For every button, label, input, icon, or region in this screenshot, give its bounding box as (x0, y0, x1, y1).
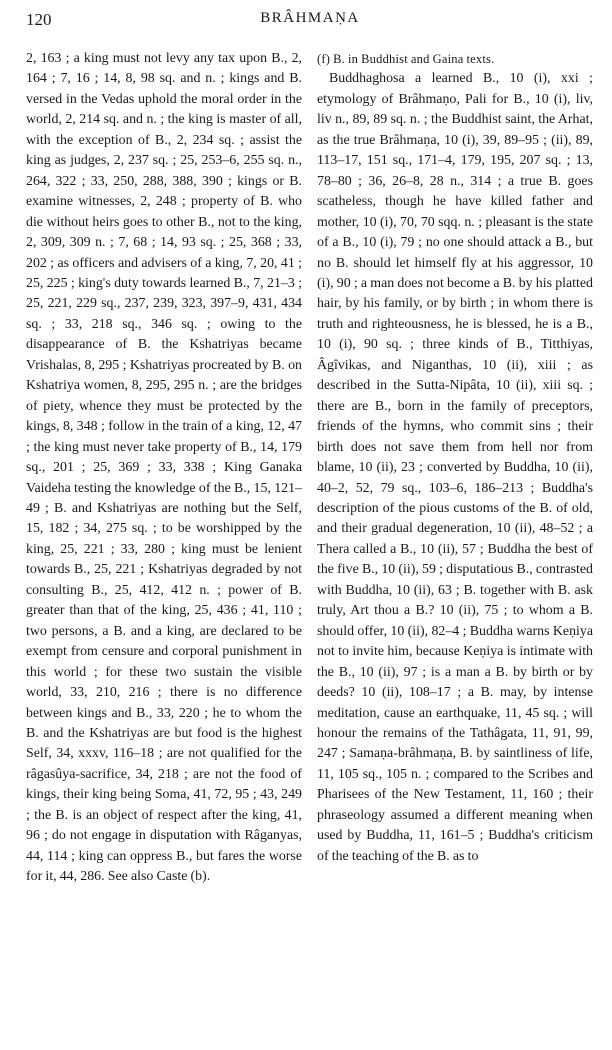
right-column (317, 49, 593, 867)
page-number: 120 (26, 10, 52, 29)
left-column-text: 2, 163 ; a king must not levy any tax upon B., 2, 164 ; 7, 16 ; 14, 8, 98 sq. and n. ; kings and B. versed in the Vedas uphold the moral order in the world, 2, 214 sq. and n. ; the king is master of all, with the exception of B., 2, 234 sq. ; assist the king as judges, 2, 237 sq. ; 25, 253–6, 255 sq. n., 264, 322 ; 33, 250, 288, 388, 390 ; kings or B. examine witnesses, 2, 248 ; property of B. who die without heirs goes to other B., not to the king, 2, 309, 309 n. ; 7, 68 ; 14, 93 sq. ; 25, 368 ; 33, 202 ; as officers and advisers of a king, 7, 20, 41 ; 25, 225 ; king's duty towards learned B., 7, 21–3 ; 25, 221, 229 sq., 237, 239, 323, 397–9, 431, 434 sq. ; 33, 218 sq., 346 sq. ; owing to the disappearance of B. the Kshatriyas became Vrishalas, 8, 295 ; Kshatriyas procreated by B. on Kshatriya women, 8, 295, 295 n. ; are the bridges of piety, whence they must be protected by the kings, 8, 348 ; follow in the train of a king, 12, 47 ; the king must never take property of B., 14, 179 sq., 201 ; 25, 369 ; 33, 338 ; King Ganaka Vaideha testing the knowledge of the B., 15, 121–49 ; B. and Kshatriyas are nothing but the Self, 15, 182 ; 34, 275 sq. ; to be worshipped by the king, 25, 221 ; 33, 280 ; king must be lenient towards B., 25, 221 ; Kshatriyas degraded by not consulting B., 25, 412, 412 n. ; power of B. greater than that of the king, 25, 436 ; 41, 110 ; two persons, a B. and a king, are declared to be exempt from censure and corporal punishment in this world ; for these two sustain the visible world, 33, 210, 216 ; there is no difference between kings and B., 33, 220 ; he to whom the B. and the Kshatriyas are but food is the highest Self, 34, xxxv, 116–18 ; are not qualified for the râgasûya-sacrifice, 34, 218 ; are not the food of kings, their king being Soma, 41, 72, 95 ; 43, 249 ; the B. is an object of respect after the king, 41, 96 ; do not engage in disputation with Râganyas, 44, 114 ; king can oppress B., but fares the worse for it, 44, 286. See also Caste (b). (26, 51, 302, 885)
left-column (26, 49, 302, 888)
section-heading: (f) B. in Buddhist and Gaina texts. (317, 52, 495, 66)
running-title: BRÂHMAṆA (260, 10, 360, 26)
page-header (26, 10, 594, 34)
right-column-text: Buddhaghosa a learned B., 10 (i), xxi ; etymology of Brâhmaṇo, Pali for B., 10 (i), liv, liv n., 89, 89 sq. n. ; the Buddhist saint, the Arhat, as the true Brâhmaṇa, 10 (i), 39, 89–95 ; (ii), 89, 113–17, 151 sq., 171–4, 179, 195, 207 sq. ; 13, 78–80 ; 36, 26–8, 28 n., 314 ; a true B. goes scatheless, though he have killed father and mother, 10 (i), 70, 70 sqq. n. ; pleasant is the state of a B., 10 (i), 79 ; no one should attack a B., but no B. should let himself fly at his aggressor, 10 (i), 90 ; a man does not become a B. by his platted hair, by his family, or by birth ; in whom there is truth and righteousness, he is blessed, he is a B., 10 (i), 90 sq. ; three kinds of B., Titthiyas, Âgîvikas, and Niganthas, 10 (ii), xiii ; as described in the Sutta-Nipâta, 10 (ii), xiii sq. ; there are B., born in the family of preceptors, friends of the hymns, who commit sins ; their birth does not save them from hell nor from blame, 10 (ii), 23 ; converted by Buddha, 10 (ii), 40–2, 52, 79 sq., 103–6, 186–213 ; Buddha's description of the pious customs of the B. of old, and their gradual degeneration, 10 (ii), 48–52 ; a Thera called a B., 10 (ii), 57 ; Buddha the best of the five B., 10 (ii), 59 ; disputatious B., contrasted with Buddha, 10 (ii), 63 ; B. together with B. ask truly, Art thou a B.? 10 (ii), 75 ; to whom a B. should offer, 10 (ii), 82–4 ; Buddha warns Keṇiya not to invite him, because Keṇiya is intimate with the B., 10 (ii), 97 ; is a man a B. by birth or by deeds? 10 (ii), 108–17 ; a B. may, by intense meditation, cause an earthquake, 11, 45 sq. ; will honour the remains of the Tathâgata, 11, 91, 99, 247 ; Samaṇa-brâhmaṇa, B. by saintliness of life, 11, 105 sq., 105 n. ; compared to the Scribes and Pharisees of the New Testament, 11, 160 ; their phraseology assumed a different meaning when used by Buddha, 11, 161–5 ; Buddha's criticism of the teaching of the B. as to (317, 71, 593, 864)
